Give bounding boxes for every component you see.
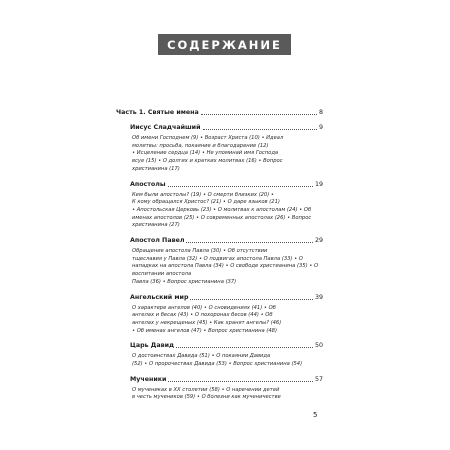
- part-label: Часть 1. Святые имена: [116, 109, 199, 116]
- leader-dots: [168, 380, 313, 382]
- topic-line: Об имени Господнем (9) • Возраст Христа (10) • Идеал: [132, 135, 284, 141]
- part-heading[interactable]: [116, 108, 323, 117]
- chapter-heading[interactable]: [130, 293, 323, 302]
- chapter-topics: [132, 192, 322, 231]
- table-of-contents: [116, 108, 323, 402]
- chapter-page: 57: [314, 375, 323, 383]
- topic-line: в честь мучеников (59) • О болезни как мученичестве: [132, 394, 281, 401]
- chapter-heading[interactable]: [130, 180, 323, 189]
- topic-line: ангелах у некрещеных (45) • Как хранят ангелы? (46): [132, 319, 282, 326]
- chapter-entry: [130, 180, 323, 231]
- topic-line: (52) • О пророчествах Давида (53) • Вопрос христианина (54): [132, 361, 303, 368]
- chapter-page: 9: [318, 124, 323, 131]
- leader-dots: [176, 346, 313, 348]
- topic-line: Обращение апостола Павла (30) • Об отсутствии: [132, 248, 268, 255]
- chapter-topics: [132, 353, 322, 368]
- chapter-heading[interactable]: [130, 236, 323, 245]
- chapter-title: Апостол Павел: [130, 237, 185, 245]
- topic-line: Кем были апостолы? (19) • О смерти близких (20) •: [132, 191, 274, 198]
- topic-line: О мучениках в XX столетии (58) • О наречении детей: [132, 386, 280, 393]
- topic-line: молитвы: просьба, покаяние и благодарение (12): [132, 142, 269, 149]
- chapter-topics: [132, 135, 323, 174]
- chapter-list: [130, 123, 323, 402]
- topic-line: • Исцеление сердца (14) • Не упоминай имя Господа: [132, 150, 279, 157]
- chapter-topics: [132, 248, 322, 287]
- chapter-page: 39: [314, 293, 323, 301]
- page-number: 5: [313, 411, 318, 419]
- leader-dots: [186, 241, 313, 243]
- page-title: СОДЕРЖАНИЕ: [158, 34, 291, 55]
- chapter-title: Царь Давид: [130, 342, 175, 350]
- chapter-entry: [130, 123, 323, 174]
- chapter-heading[interactable]: [130, 341, 323, 350]
- chapter-title: Ангельский мир: [130, 293, 189, 301]
- leader-dots: [168, 185, 313, 187]
- chapter-topics: [132, 305, 323, 336]
- chapter-page: 19: [314, 180, 323, 188]
- leader-dots: [203, 128, 317, 130]
- chapter-title: Мученики: [130, 375, 167, 383]
- topic-line: О достоинствах Давида (51) • О покаянии Давида: [132, 353, 271, 360]
- topic-line: Павла (36) • Вопрос христианина (37): [132, 278, 237, 285]
- chapter-title: Иисус Сладчайший: [130, 124, 201, 131]
- topic-line: О характере ангелов (40) • О сновидениях (41) • Об: [132, 304, 276, 311]
- chapter-page: 50: [314, 342, 323, 350]
- chapter-topics: [132, 387, 323, 402]
- chapter-page: 29: [314, 237, 323, 245]
- topic-line: всуе (15) • О долгих и кратких молитвах (16) • Вопрос: [132, 158, 283, 165]
- chapter-heading[interactable]: [130, 375, 323, 384]
- part-page: 8: [318, 109, 323, 116]
- chapter-entry: [130, 293, 323, 336]
- topic-line: • Апостольская Церковь (23) • О молитвах к апостолам (24) • Об именах апостолов (25) • О современных апостолах (26) • Вопрос христианина (27): [132, 206, 312, 229]
- leader-dots: [201, 113, 317, 115]
- topic-line: христианина (17): [132, 165, 180, 172]
- topic-line: К кому обращался Христос? (21) • О даре языков (21): [132, 199, 280, 206]
- chapter-title: Апостолы: [130, 180, 166, 188]
- chapter-entry: [130, 375, 323, 402]
- topic-line: • Об именах ангелов (47) • Вопрос христианина (48): [132, 327, 277, 334]
- topic-line: тщеславия у Павла (32) • О подвигах апостола Павла (33) • О нападках на апостола Павла (34) • О свободе христианина (35) • О воспитании апостола: [132, 255, 319, 278]
- topic-line: ангелах и бесах (43) • О похоронах бесов (44) • Об: [132, 312, 273, 319]
- chapter-heading[interactable]: [130, 123, 323, 132]
- chapter-entry: [130, 236, 323, 287]
- leader-dots: [190, 298, 313, 300]
- chapter-entry: [130, 341, 323, 368]
